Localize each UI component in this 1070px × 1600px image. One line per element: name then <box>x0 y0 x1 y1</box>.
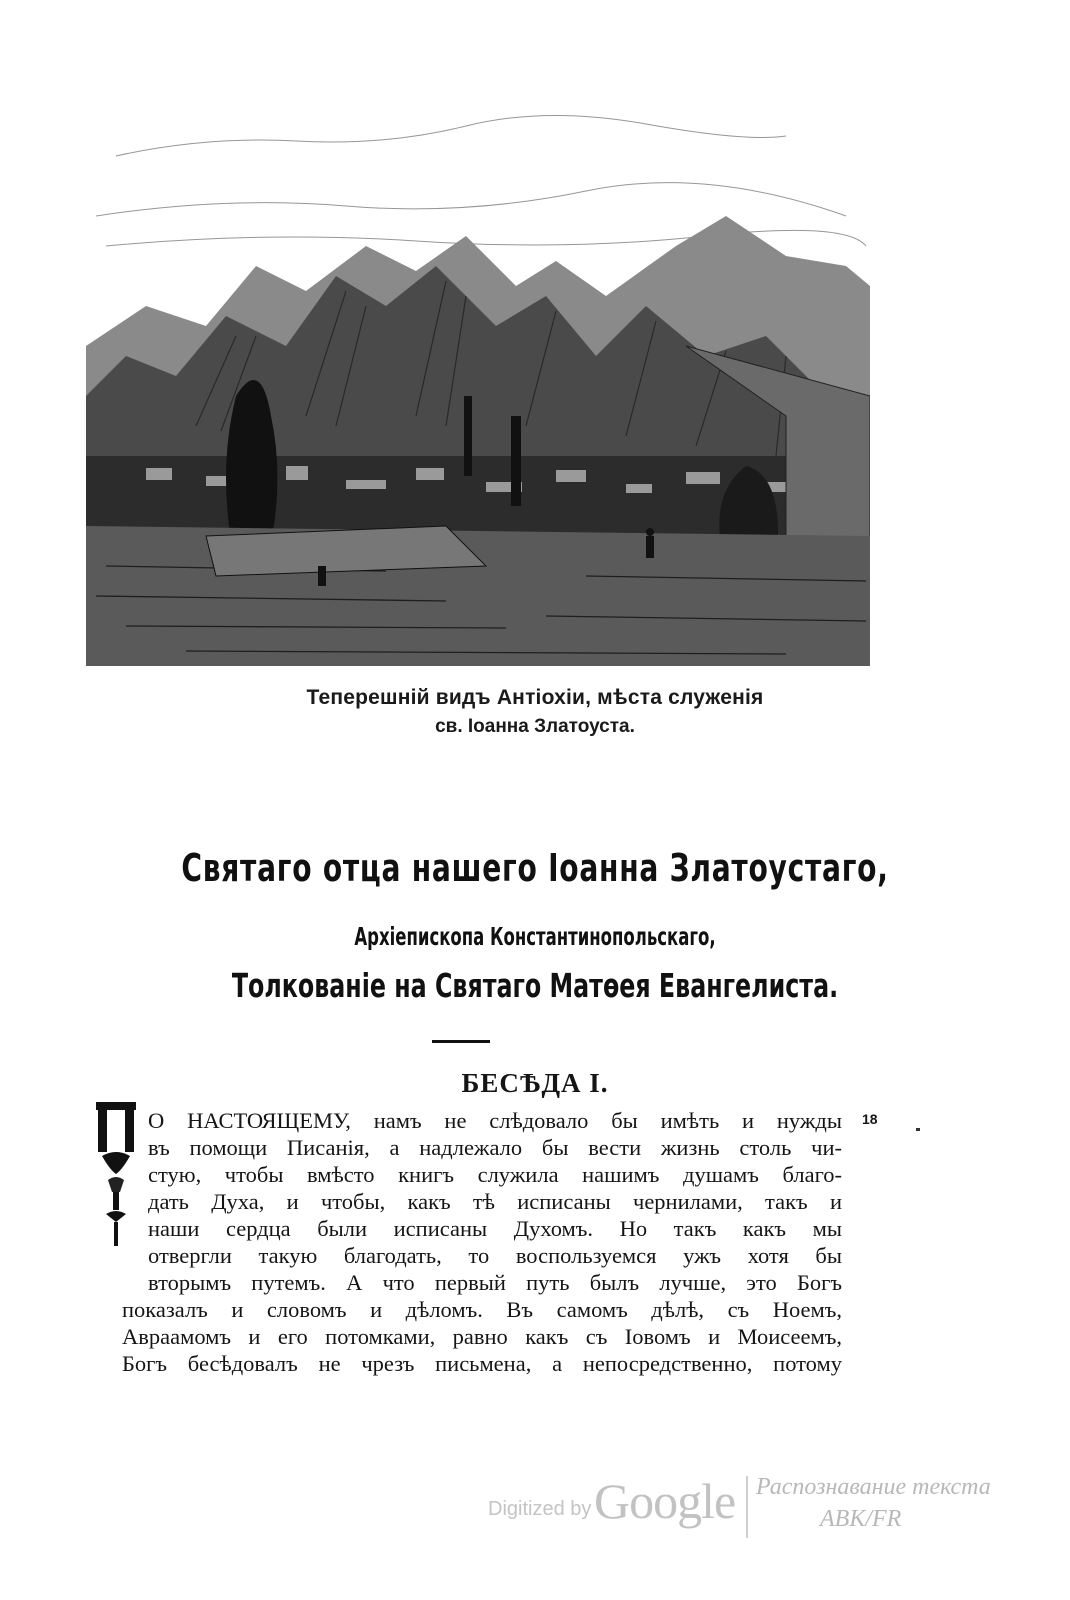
antioch-engraving <box>86 96 870 666</box>
body-line: Богъ бесѣдовалъ не чрезъ письмена, а непосредственно, потому <box>122 1351 842 1376</box>
body-line: отвергли такую благодать, то воспользуемся ужъ хотя бы <box>148 1243 842 1268</box>
watermark-divider <box>746 1476 748 1538</box>
margin-number: 18 <box>862 1111 878 1127</box>
ornamental-initial-icon <box>92 1100 140 1250</box>
title-line-2: Архіепископа Константинопольскаго, <box>354 922 716 951</box>
body-line: показалъ и словомъ и дѣломъ. Въ самомъ дѣлѣ, съ Ноемъ, <box>122 1297 842 1322</box>
google-logo: Google <box>594 1473 736 1529</box>
title-line-3: Толкованіе на Святаго Матѳея Евангелиста. <box>231 966 839 1005</box>
illustration-caption-line-2: св. Іоанна Златоуста. <box>435 716 635 737</box>
body-line: О НАСТОЯЩЕМУ, намъ не слѣдовало бы имѣть и нужды <box>148 1108 842 1133</box>
body-line: Авраамомъ и его потомками, равно какъ съ Іовомъ и Моисеемъ, <box>122 1324 842 1349</box>
digitized-by-label: Digitized by <box>488 1498 592 1520</box>
ocr-credit-line-2: ABK/FR <box>820 1506 902 1532</box>
body-line: вторымъ путемъ. А что первый путь былъ лучше, это Богъ <box>148 1270 842 1295</box>
section-divider <box>432 1040 490 1043</box>
sermon-heading: БЕСѢДА I. <box>461 1068 609 1098</box>
body-line: стую, чтобы вмѣсто книгъ служила нашимъ душамъ благо- <box>148 1162 842 1187</box>
body-line: дать Духа, и чтобы, какъ тѣ исписаны чернилами, такъ и <box>148 1189 842 1214</box>
margin-mark <box>916 1128 920 1131</box>
title-line-1: Святаго отца нашего Іоанна Златоустаго, <box>181 846 889 890</box>
body-line: въ помощи Писанія, а надлежало бы вести жизнь столь чи- <box>148 1135 842 1160</box>
ocr-credit-line-1: Распознавание текста <box>756 1474 991 1500</box>
illustration-caption-line-1: Теперешній видъ Антіохіи, мѣста служенія <box>306 686 764 709</box>
digitization-watermark <box>488 1472 1028 1540</box>
body-line: наши сердца были исписаны Духомъ. Но такъ какъ мы <box>148 1216 842 1241</box>
